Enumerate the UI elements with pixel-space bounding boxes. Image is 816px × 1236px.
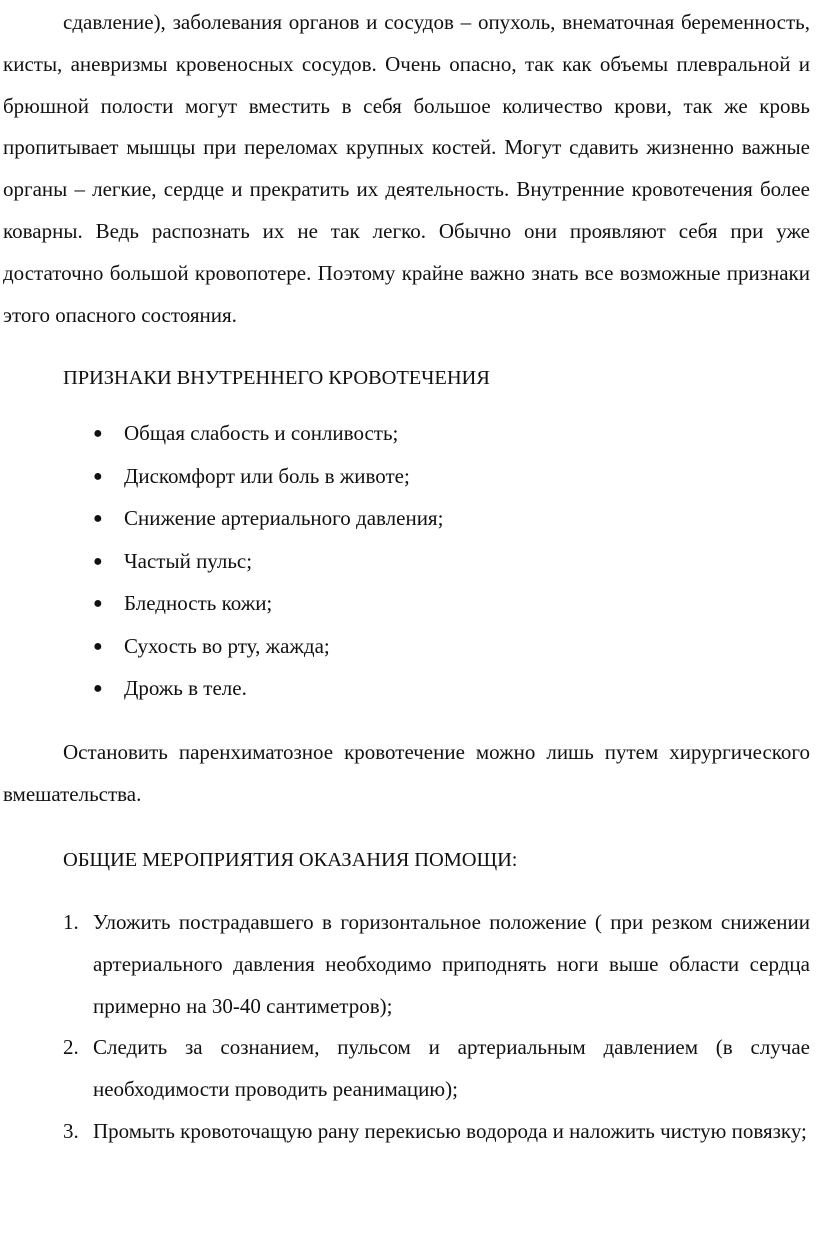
list-item-text: Частый пульс; <box>124 548 253 573</box>
list-item <box>3 463 810 490</box>
list-item-text: Общая слабость и сонливость; <box>124 421 399 446</box>
list-item <box>3 505 810 532</box>
list-item <box>3 548 810 575</box>
step-text: Промыть кровоточащую рану перекисью водорода и наложить чистую повязку; <box>93 1118 807 1143</box>
section-heading-first-aid: ОБЩИЕ МЕРОПРИЯТИЯ ОКАЗАНИЯ ПОМОЩИ: <box>63 848 518 871</box>
list-item-text: Снижение артериального давления; <box>124 506 444 531</box>
list-item <box>3 1027 810 1111</box>
bullet-icon: ● <box>93 467 103 485</box>
section-heading-signs: ПРИЗНАКИ ВНУТРЕННЕГО КРОВОТЕЧЕНИЯ <box>63 367 490 390</box>
bullet-icon: ● <box>93 425 103 443</box>
list-item <box>3 902 810 1027</box>
step-number: 1. <box>63 909 79 934</box>
step-number: 2. <box>63 1035 79 1060</box>
bullet-icon: ● <box>93 595 103 613</box>
list-item <box>3 633 810 660</box>
body-paragraph-causes: сдавление), заболевания органов и сосудов – опухоль, внематочная беременность, кисты, аневризмы кровеносных сосудов. Очень опасно, так как объемы плевральной и брюшной полости могут вместить в себя большое количество крови, так же кровь пропитывает мышцы при переломах крупных костей. Могут сдавить жизненно важные органы – легкие, сердце и прекратить их деятельность. Внутренние кровотечения более коварны. Ведь распознать их не так легко. Обычно они проявляют себя при уже достаточно большой кровопотере. Поэтому крайне важно знать все возможные признаки этого опасного состояния. <box>3 10 810 327</box>
list-item <box>3 420 810 447</box>
step-number: 3. <box>63 1118 79 1143</box>
step-text: Следить за сознанием, пульсом и артериальным давлением (в случае необходимости проводить реанимацию); <box>93 1035 810 1102</box>
bullet-icon: ● <box>93 680 103 698</box>
list-item-text: Дрожь в теле. <box>124 676 247 701</box>
bullet-icon: ● <box>93 637 103 655</box>
list-item <box>3 590 810 617</box>
bullet-icon: ● <box>93 552 103 570</box>
bullet-icon: ● <box>93 510 103 528</box>
list-item-text: Дискомфорт или боль в животе; <box>124 463 410 488</box>
first-aid-steps-list <box>3 902 810 1153</box>
list-item-text: Сухость во рту, жажда; <box>124 633 330 658</box>
signs-list <box>3 420 810 702</box>
step-text: Уложить пострадавшего в горизонтальное положение ( при резком снижении артериального давления необходимо приподнять ноги выше области сердца примерно на 30-40 сантиметров); <box>93 909 810 1018</box>
list-item-text: Бледность кожи; <box>124 591 273 616</box>
list-item <box>3 1111 810 1153</box>
body-paragraph-surgery: Остановить паренхиматозное кровотечение можно лишь путем хирургического вмешательства. <box>3 740 810 807</box>
list-item <box>3 675 810 702</box>
